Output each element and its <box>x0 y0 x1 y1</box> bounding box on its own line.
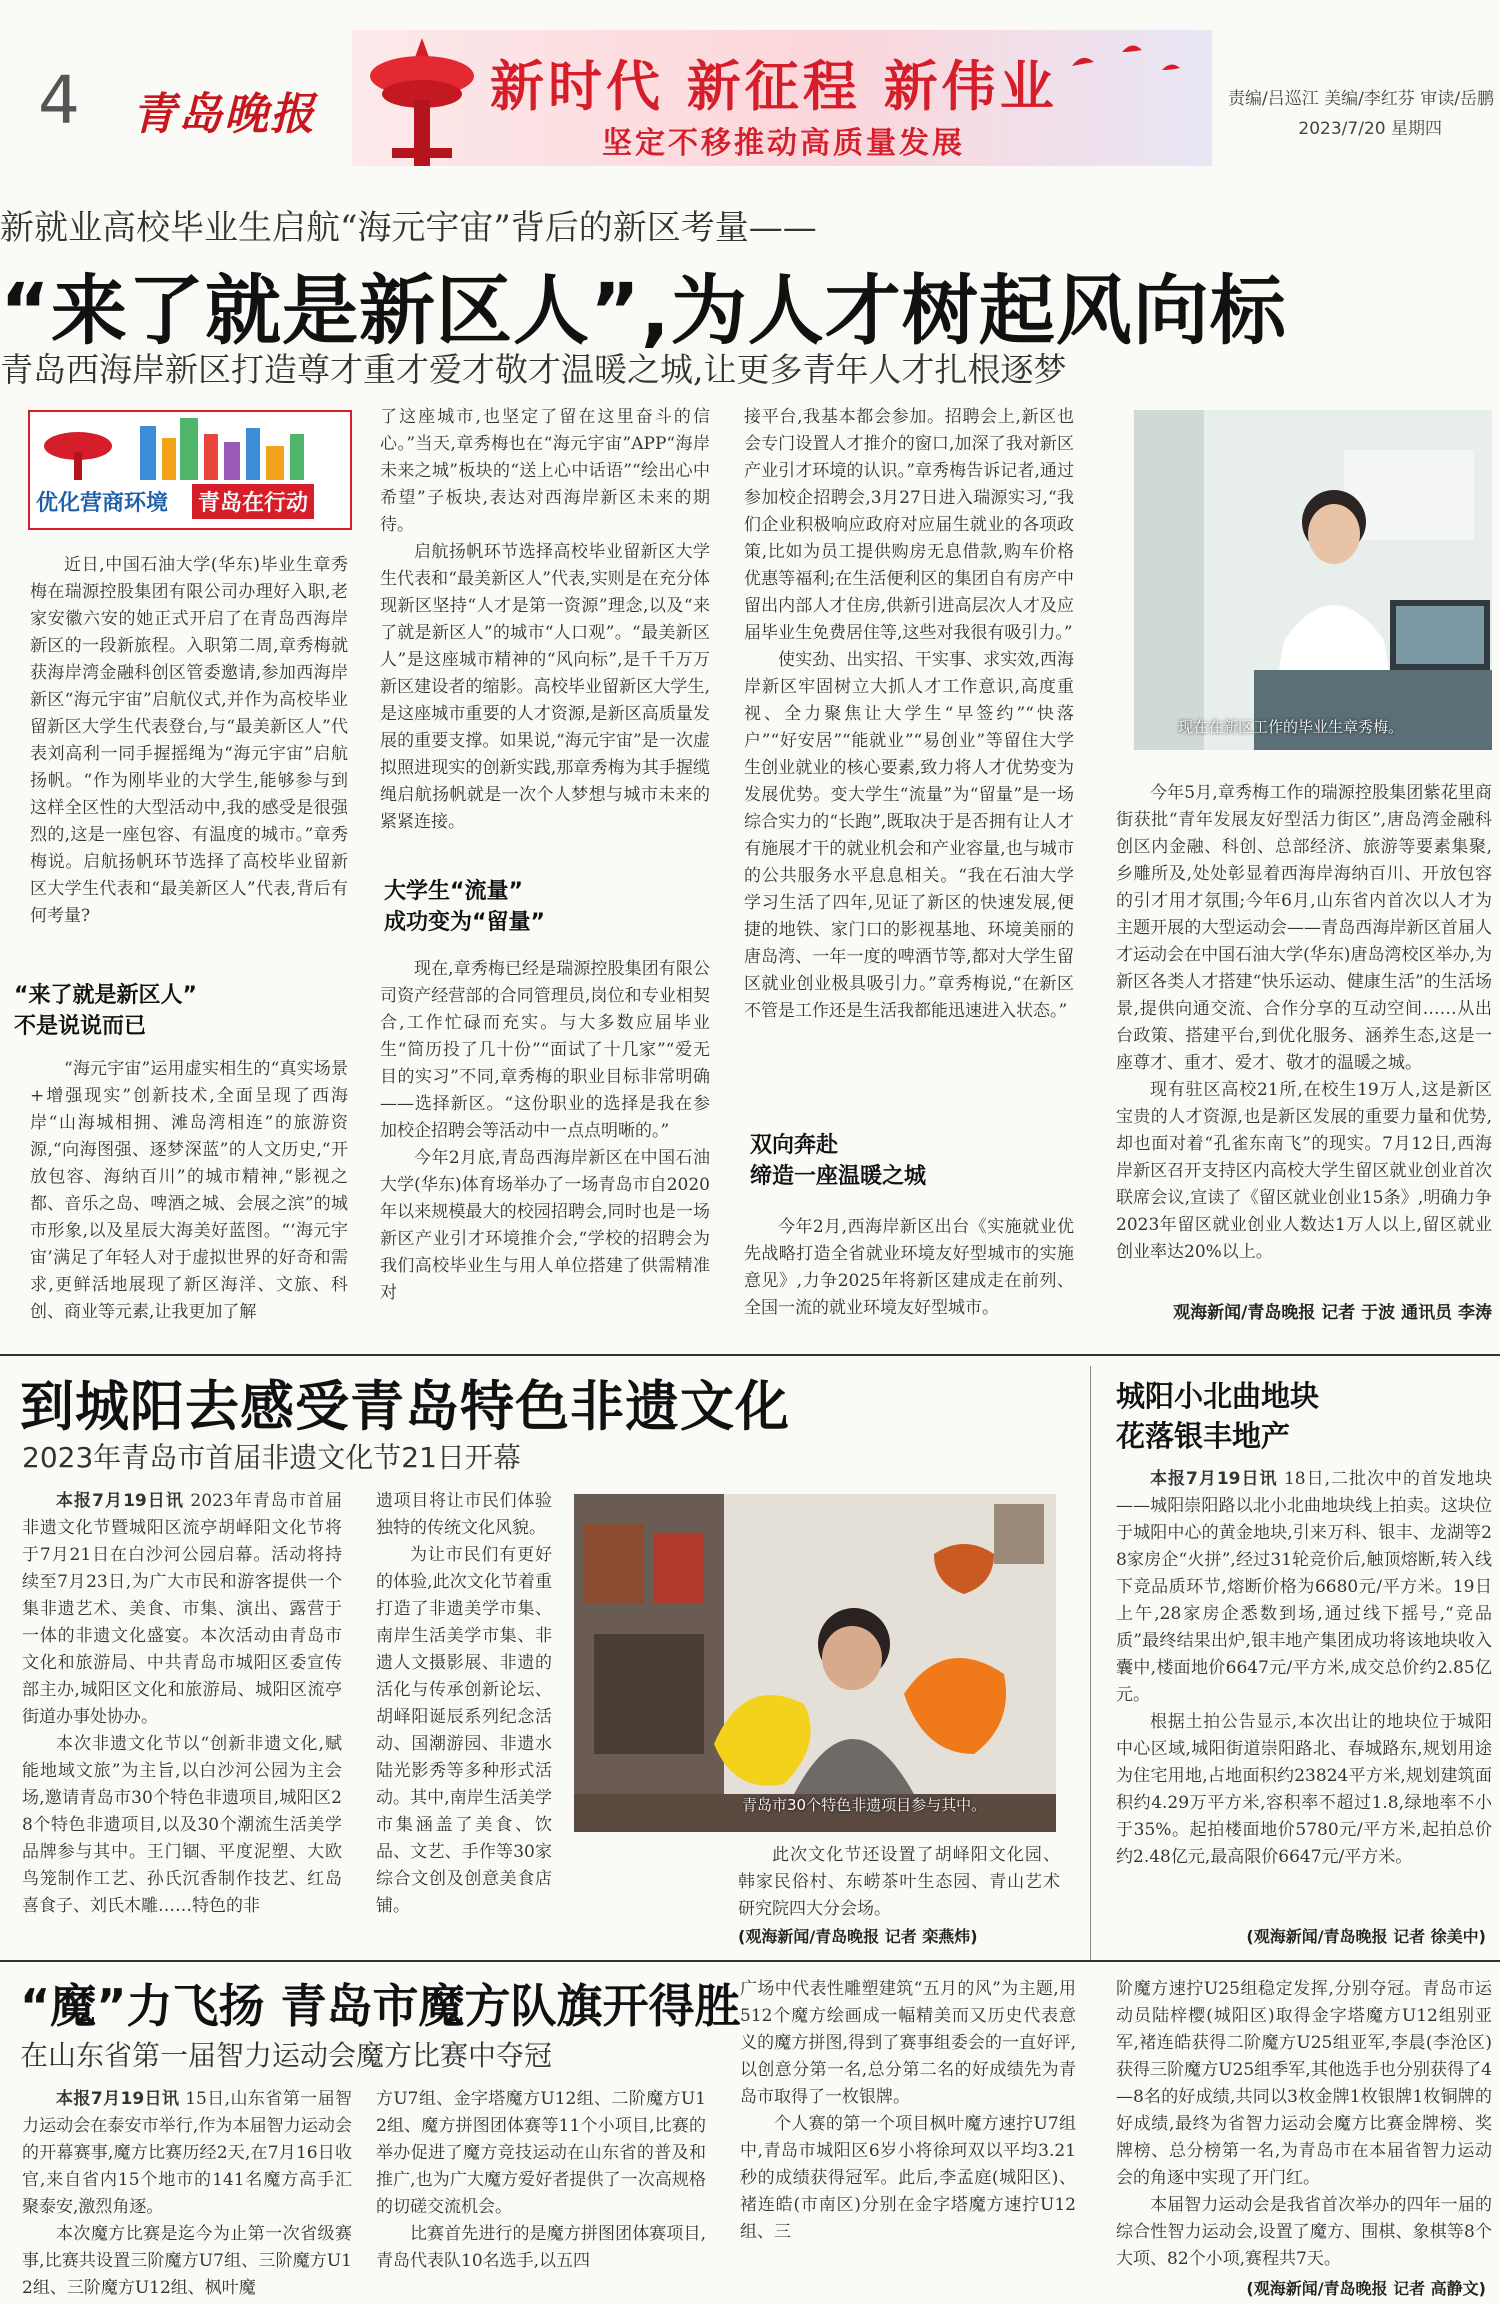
heritage-lead-text: 2023年青岛市首届非遗文化节暨城阳区流亭胡峄阳文化节将于7月21日在白沙河公园启幕。活动将持续至7月23日,为广大市民和游客提供一个集非遗艺术、美食、市集、演出、露营于一体的非遗文化盛宴。本次活动由青岛市文化和旅游局、中共青岛市城阳区委宣传部主办,城阳区文化和旅游局、城阳区流亭街道办事处协办。 <box>22 1491 342 1727</box>
heritage-subhead: 2023年青岛市首届非遗文化节21日开幕 <box>22 1441 521 1474</box>
banner-main: 新时代 新征程 新伟业 <box>490 55 1058 118</box>
campaign-logo <box>28 410 352 530</box>
lead-col4-paragraph-a: 今年5月,章秀梅工作的瑞源控股集团紫花里商街获批“青年发展友好型活力街区”,唐岛湾金融科创区内金融、科创、总部经济、旅游等要素集聚,乡雕所及,处处彰显着西海岸海纳百川、开放包容的引才用才氛围;今年6月,山东省内首次以人才为主题开展的大型运动会——青岛西海岸新区首届人才运动会在中国石油大学(华东)唐岛湾校区举办,为新区各类人才搭建“快乐运动、健康生活”的生活场景,提供向通交流、合作分享的互动空间……从出台政策、搭建平台,到优化服务、涵养生态,这是一座尊才、重才、爱才、敬才的温暖之城。 <box>1116 783 1492 1073</box>
heritage-dateline: 本报7月19日讯 <box>56 1491 184 1511</box>
lead-col3-top <box>744 404 1074 1025</box>
heritage-col1-paragraph-b: 本次非遗文化节以“创新非遗文化,赋能地域文旅”为主旨,以白沙河公园为主会场,邀请青岛市30个特色非遗项目,城阳区28个特色非遗项目,以及30个潮流生活美学品牌参与其中。王门锢、平度泥塑、大欧鸟笼制作工艺、孙氏沉香制作技艺、红岛喜食子、刘氏木雕……特色的非 <box>22 1734 342 1916</box>
cube-col2 <box>376 2086 706 2275</box>
cube-col2-paragraph-b: 比赛首先进行的是魔方拼图团体赛项目,青岛代表队10名选手,以五四 <box>376 2224 706 2271</box>
cube-col4 <box>1116 1976 1492 2273</box>
lead-col3-bottom <box>744 1214 1074 1322</box>
lead-col4-paragraph-b: 现有驻区高校21所,在校生19万人,这是新区宝贵的人才资源,也是新区发展的重要力量和优势,却也面对着“孔雀东南飞”的现实。7月12日,西海岸新区召开支持区内高校大学生留区就业创业首次联席会议,宣读了《留区就业创业15条》,明确力争2023年留区就业创业人数达1万人以上,留区就业创业率达20%以上。 <box>1116 1080 1492 1262</box>
cube-col4-paragraph-a: 阶魔方速拧U25组稳定发挥,分别夺冠。青岛市运动员陆梓樱(城阳区)取得金字塔魔方U12组别亚军,褚连皓获得二阶魔方U25组亚军,李晨(李沧区)获得三阶魔方U25组季军,其他选手也分别获得了4—8名的好成绩,共同以3枚金牌1枚银牌1枚铜牌的好成绩,最终为省智力运动会魔方比赛金牌榜、奖牌榜、总分榜第一名,为青岛市在本届省智力运动会的角逐中实现了开门红。 <box>1116 1979 1492 2188</box>
lead-intro <box>30 552 348 930</box>
land-byline: (观海新闻/青岛晚报 记者 徐美中) <box>1246 1927 1486 1946</box>
cube-col4-paragraph-b: 本届智力运动会是我省首次举办的四年一届的综合性智力运动会,设置了魔方、围棋、象棋等8个大项、82个小项,赛程共7天。 <box>1116 2195 1492 2269</box>
lead-col3-paragraph-b: 使实劲、出实招、干实事、求实效,西海岸新区牢固树立大抓人才工作意识,高度重视、全力聚焦让大学生“早签约”“快落户”“好安居”“能就业”“易创业”等留住大学生创业就业的核心要素,致力将人才优势变为发展优势。变大学生“流量”为“留量”是一场综合实力的“长跑”,既取决于是否拥有让人才有施展才干的就业机会和产业容量,也与城市的公共服务水平息息相关。“我在石油大学学习生活了四年,见证了新区的快速发展,便捷的地铁、家门口的影视基地、环境美丽的唐岛湾、一年一度的啤酒节等,都对大学生留区就业创业极具吸引力。”章秀梅说,“在新区不管是工作还是生活我都能迅速进入状态。” <box>744 650 1074 1021</box>
lead-col2-top <box>380 404 710 836</box>
editors: 责编/吕巡江 美编/李红芬 审读/岳鹏 <box>1228 89 1494 109</box>
column-divider <box>1090 1366 1091 1962</box>
banner <box>352 30 1212 166</box>
heritage-photo-caption: 青岛市30个特色非遗项目参与其中。 <box>742 1796 987 1814</box>
land-paragraph-2: 根据土拍公告显示,本次出让的地块位于城阳中心区域,城阳街道崇阳路北、春城路东,规划用途为住宅用地,占地面积约23824平方米,规划建筑面积约4.29万平方米,容积率不超过1.8,绿地率不小于35%。起拍楼面地价5780元/平方米,起拍总价约2.48亿元,最高限价6647元/平方米。 <box>1116 1712 1492 1867</box>
heritage-headline: 到城阳去感受青岛特色非遗文化 <box>20 1375 790 1438</box>
lead-col1-paragraph: “海元宇宙”运用虚实相生的“真实场景+增强现实”创新技术,全面呈现了西海岸“山海城相拥、滩岛湾相连”的旅游资源,“向海图强、逐梦深蓝”的人文历史,“开放包容、海纳百川”的城市精神,“影视之都、音乐之岛、啤酒之城、会展之滨”的城市形象,以及星辰大海美好蓝图。“‘海元宇宙’满足了年轻人对于虚拟世界的好奇和需求,更鲜活地展现了新区海洋、文旅、科创、商业等元素,让我更加了解 <box>30 1059 348 1322</box>
lead-photo <box>1134 410 1492 750</box>
cube-col1-paragraph-a <box>22 2086 352 2221</box>
lead-intro-paragraph: 近日,中国石油大学(华东)毕业生章秀梅在瑞源控股集团有限公司办理好入职,老家安徽六安的她正式开启了在青岛西海岸新区的一段新旅程。入职第二周,章秀梅就获海岸湾金融科创区管委邀请,参加西海岸新区“海元宇宙”启航仪式,并作为高校毕业留新区大学生代表登台,与“最美新区人”代表刘高利一同手握摇绳为“海元宇宙”启航扬帆。“作为刚毕业的大学生,能够参与到这样全区性的大型活动中,我的感受是很强烈的,这是一座包容、有温度的城市。”章秀梅说。启航扬帆环节选择了高校毕业留新区大学生代表和“最美新区人”代表,背后有何考量? <box>30 555 348 926</box>
cube-col1 <box>22 2086 352 2302</box>
land-paragraph-1 <box>1116 1466 1492 1709</box>
heritage-col3-paragraph: 此次文化节还设置了胡峄阳文化园、韩家民俗村、东崂茶叶生态园、青山艺术研究院四大分会场。 <box>738 1845 1060 1919</box>
masthead <box>0 0 1500 180</box>
lead-col1-body <box>30 1056 348 1326</box>
banner-sub: 坚定不移推动高质量发展 <box>602 126 965 161</box>
heritage-col3 <box>738 1842 1060 1923</box>
land-headline: 城阳小北曲地块 花落银丰地产 <box>1116 1379 1320 1453</box>
cube-lead-text: 15日,山东省第一届智力运动会在泰安市举行,作为本届智力运动会的开幕赛事,魔方比赛历经2天,在7月16日收官,来自省内15个地市的141名魔方高手汇聚泰安,激烈角逐。 <box>22 2089 352 2217</box>
lead-subhead-2: 大学生“流量” 成功变为“留量” <box>384 879 545 935</box>
heritage-col2-paragraph-a: 遗项目将让市民们体验独特的传统文化风貌。 <box>376 1491 552 1538</box>
land-dateline: 本报7月19日讯 <box>1150 1469 1278 1489</box>
tower-icon <box>352 30 492 166</box>
heritage-col2-paragraph-b: 为让市民们有更好的体验,此次文化节着重打造了非遗美学市集、南岸生活美学市集、非遗人文摄影展、非遗的活化与传承创新论坛、胡峄阳诞辰系列纪念活动、国潮游园、非遗水陆光影秀等多种形式活动。其中,南岸生活美学市集涵盖了美食、饮品、文艺、手作等30家综合文创及创意美食店铺。 <box>376 1545 552 1916</box>
lead-col3-paragraph-c: 今年2月,西海岸新区出台《实施就业优先战略打造全省就业环境友好型城市的实施意见》,力争2025年将新区建成走在前列、全国一流的就业环境友好型城市。 <box>744 1217 1074 1318</box>
lead-subhead-1: “来了就是新区人” 不是说说而已 <box>14 983 197 1039</box>
lead-kicker: 新就业高校毕业生启航“海元宇宙”背后的新区考量—— <box>0 208 817 248</box>
cube-col2-paragraph-a: 方U7组、金字塔魔方U12组、二阶魔方U12组、魔方拼图团体赛等11个小项目,比赛的举办促进了魔方竞技运动在山东省的普及和推广,也为广大魔方爱好者提供了一次高规格的切磋交流机会。 <box>376 2089 706 2217</box>
section-divider-1 <box>0 1354 1500 1356</box>
land-lead-text: 18日,二批次中的首发地块——城阳崇阳路以北小北曲地块线上拍卖。这块位于城阳中心的黄金地块,引来万科、银丰、龙湖等28家房企“火拼”,经过31轮竞价后,触顶熔断,转入线下竞品质环节,熔断价格为6680元/平方米。19日上午,28家房企悉数到场,通过线下摇号,“竞品质”最终结果出炉,银丰地产集团成功将该地块收入囊中,楼面地价6647元/平方米,成交总价约2.85亿元。 <box>1116 1469 1492 1705</box>
heritage-col1-paragraph-a <box>22 1488 342 1731</box>
cube-dateline: 本报7月19日讯 <box>56 2089 180 2109</box>
lead-col4 <box>1116 780 1492 1266</box>
lead-subhead: 青岛西海岸新区打造尊才重才爱才敬才温暖之城,让更多青年人才扎根逐梦 <box>0 350 1067 389</box>
lead-col3-paragraph-a: 接平台,我基本都会参加。招聘会上,新区也会专门设置人才推介的窗口,加深了我对新区产业引才环境的认识。”章秀梅告诉记者,通过参加校企招聘会,3月27日进入瑞源实习,“我们企业积极响应政府对应届生就业的各项政策,比如为员工提供购房无息借款,购车价格优惠等福利;在生活便利区的集团自有房产中留出内部人才住房,供新引进高层次人才及应届毕业生免费居住等,这些对我很有吸引力。” <box>744 407 1074 643</box>
cube-col3-paragraph-b: 个人赛的第一个项目枫叶魔方速拧U7组中,青岛市城阳区6岁小将徐珂双以平均3.21秒的成绩获得冠军。此后,李孟庭(城阳区)、褚连皓(市南区)分别在金字塔魔方速拧U12组、三 <box>740 2114 1076 2242</box>
page-number: 4 <box>38 62 80 139</box>
lead-headline: “来了就是新区人”,为人才树起风向标 <box>0 266 1287 355</box>
lead-col2-bottom <box>380 956 710 1307</box>
paper-name: 青岛晚报 <box>132 89 316 140</box>
lead-col2-paragraph-a: 了这座城市,也坚定了留在这里奋斗的信心。”当天,章秀梅也在“海元宇宙”APP“海岸未来之城”板块的“送上心中话语”“绘出心中希望”子板块,表达对西海岸新区未来的期待。 <box>380 407 710 535</box>
cube-headline: “魔”力飞扬 青岛市魔方队旗开得胜 <box>20 1979 741 2033</box>
logo-text-2: 青岛在行动 <box>192 484 314 519</box>
lead-col2-paragraph-d: 今年2月底,青岛西海岸新区在中国石油大学(华东)体育场举办了一场青岛市自2020年以来规模最大的校园招聘会,同时也是一场新区产业引才环境推介会,“学校的招聘会为我们高校毕业生与用人单位搭建了供需精准对 <box>380 1148 710 1303</box>
heritage-photo <box>574 1494 1056 1832</box>
cube-col1-paragraph-b: 本次魔方比赛是迄今为止第一次省级赛事,比赛共设置三阶魔方U7组、三阶魔方U12组、三阶魔方U12组、枫叶魔 <box>22 2224 352 2298</box>
craftsman-with-sculptures-image <box>574 1494 1056 1832</box>
office-worker-image <box>1134 410 1492 750</box>
land-body <box>1116 1466 1492 1871</box>
section-divider-2 <box>0 1960 1500 1962</box>
lead-subhead-3: 双向奔赴 缔造一座温暖之城 <box>750 1133 927 1189</box>
heritage-byline: (观海新闻/青岛晚报 记者 栾燕炜) <box>738 1927 978 1946</box>
lead-photo-caption: 现在在新区工作的毕业生章秀梅。 <box>1178 718 1404 736</box>
logo-text-1: 优化营商环境 <box>36 491 169 516</box>
cube-col3-paragraph-a: 广场中代表性雕塑建筑“五月的风”为主题,用512个魔方绘画成一幅精美而又历史代表意义的魔方拼图,得到了赛事组委会的一直好评,以创意分第一名,总分第二名的好成绩先为青岛市取得了一枚银牌。 <box>740 1979 1076 2107</box>
cube-col3 <box>740 1976 1076 2246</box>
lead-byline: 观海新闻/青岛晚报 记者 于波 通讯员 李涛 <box>1173 1303 1492 1323</box>
issue-date: 2023/7/20 星期四 <box>1298 119 1442 139</box>
cube-subhead: 在山东省第一届智力运动会魔方比赛中夺冠 <box>20 2039 553 2072</box>
heritage-col2 <box>376 1488 552 1920</box>
lead-col2-paragraph-c: 现在,章秀梅已经是瑞源控股集团有限公司资产经营部的合同管理员,岗位和专业相契合,工作忙碌而充实。与大多数应届毕业生“简历投了几十份”“面试了十几家”“爱无目的实习”不同,章秀梅的职业目标非常明确——选择新区。“这份职业的选择是我在参加校企招聘会等活动中一点点明晰的。” <box>380 959 710 1141</box>
cube-byline: (观海新闻/青岛晚报 记者 高静文) <box>1246 2279 1486 2298</box>
heritage-col1 <box>22 1488 342 1920</box>
lead-col2-paragraph-b: 启航扬帆环节选择高校毕业留新区大学生代表和“最美新区人”代表,实则是在充分体现新区坚持“人才是第一资源”理念,以及“来了就是新区人”的城市“人口观”。“最美新区人”是这座城市精神的“风向标”,是千千万万新区建设者的缩影。高校毕业留新区大学生,是这座城市重要的人才资源,是新区高质量发展的重要支撑。如果说,“海元宇宙”是一次虚拟照进现实的创新实践,那章秀梅为其手握缆绳启航扬帆就是一次个人梦想与城市未来的紧紧连接。 <box>380 542 710 832</box>
city-skyline-icon <box>30 412 350 482</box>
